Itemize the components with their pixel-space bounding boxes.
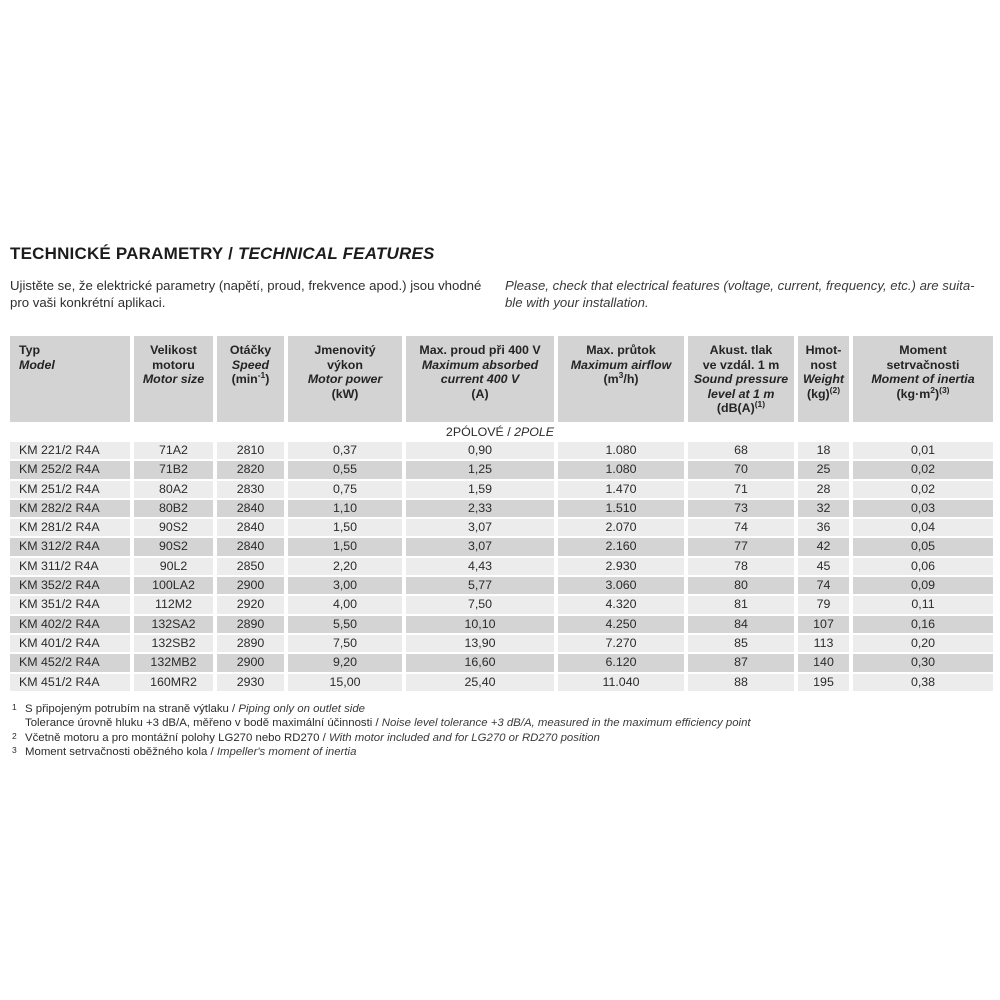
table-cell: 2840 — [217, 538, 284, 555]
table-cell: 7,50 — [406, 596, 554, 613]
table-cell: 2830 — [217, 481, 284, 498]
table-cell: 5,50 — [288, 616, 402, 633]
header-english-line: Maximum airflow — [570, 357, 672, 372]
header-unit-line: (kg)$^{(2)}$ — [806, 384, 841, 401]
table-cell: 45 — [798, 558, 849, 575]
table-cell: 28 — [798, 481, 849, 498]
table-cell: 195 — [798, 674, 849, 691]
column-header-7 — [688, 336, 794, 422]
table-cell: 5,77 — [406, 577, 554, 594]
table-cell: 4,43 — [406, 558, 554, 575]
model-cell: KM 221/2 R4A — [10, 442, 130, 459]
table-cell: 73 — [688, 500, 794, 517]
table-cell: 3,00 — [288, 577, 402, 594]
table-cell: 3.060 — [558, 577, 684, 594]
table-cell: 0,04 — [853, 519, 993, 536]
model-cell: KM 252/2 R4A — [10, 461, 130, 478]
table-cell: 132SA2 — [134, 616, 213, 633]
table-row — [10, 538, 990, 555]
header-czech-line: Typ — [19, 343, 41, 357]
table-cell: 3,07 — [406, 538, 554, 555]
column-header-6 — [558, 336, 684, 422]
header-unit-line: ($dB(A)^{(1)}$ — [716, 399, 766, 416]
table-row — [10, 635, 990, 652]
model-cell: KM 311/2 R4A — [10, 558, 130, 575]
table-row — [10, 596, 990, 613]
table-cell: 0,01 — [853, 442, 993, 459]
table-cell: 70 — [688, 461, 794, 478]
column-header-9 — [853, 336, 993, 422]
header-english-line: Moment of inertia — [871, 372, 975, 387]
table-cell: 36 — [798, 519, 849, 536]
table-cell: 0,30 — [853, 654, 993, 671]
table-cell: 0,05 — [853, 538, 993, 555]
intro-english-line-1: Please, check that electrical features (voltage, current, frequency, etc.) are suita- — [504, 278, 975, 293]
table-cell: 4.320 — [558, 596, 684, 613]
header-unit-line: $(\min^{-1})$ — [231, 370, 270, 387]
table-cell: 0,02 — [853, 461, 993, 478]
table-cell: 90L2 — [134, 558, 213, 575]
table-cell: 42 — [798, 538, 849, 555]
intro-english — [505, 278, 990, 311]
table-row — [10, 558, 990, 575]
table-cell: 88 — [688, 674, 794, 691]
table-cell: 6.120 — [558, 654, 684, 671]
table-cell: 2810 — [217, 442, 284, 459]
table-cell: 79 — [798, 596, 849, 613]
table-cell: 87 — [688, 654, 794, 671]
table-cell: 85 — [688, 635, 794, 652]
model-cell: KM 401/2 R4A — [10, 635, 130, 652]
intro-czech — [10, 278, 505, 311]
model-cell: KM 351/2 R4A — [10, 596, 130, 613]
model-cell: KM 452/2 R4A — [10, 654, 130, 671]
table-cell: 0,11 — [853, 596, 993, 613]
footnote-marker: 2 — [12, 730, 17, 741]
header-czech-line: setrvačnosti — [886, 357, 960, 372]
table-cell: 2840 — [217, 500, 284, 517]
table-cell: 2890 — [217, 635, 284, 652]
table-cell: 11.040 — [558, 674, 684, 691]
table-row — [10, 481, 990, 498]
table-cell: 1,25 — [406, 461, 554, 478]
table-cell: 4.250 — [558, 616, 684, 633]
table-cell: 2.160 — [558, 538, 684, 555]
header-english-line: Sound pressure — [693, 372, 789, 387]
table-cell: 0,09 — [853, 577, 993, 594]
intro-english-line-2: ble with your installation. — [504, 294, 649, 310]
table-row — [10, 500, 990, 517]
table-cell: 15,00 — [288, 674, 402, 691]
table-cell: 1.080 — [558, 461, 684, 478]
table-cell: 78 — [688, 558, 794, 575]
table-cell: 7.270 — [558, 635, 684, 652]
table-cell: 18 — [798, 442, 849, 459]
table-cell: 90S2 — [134, 519, 213, 536]
table-cell: 2900 — [217, 654, 284, 671]
table-row — [10, 577, 990, 594]
page-title — [10, 244, 990, 264]
column-header-3 — [217, 336, 284, 422]
table-cell: 2820 — [217, 461, 284, 478]
header-english-line: Speed — [231, 357, 270, 372]
table-cell: 0,02 — [853, 481, 993, 498]
table-row — [10, 616, 990, 633]
column-header-5 — [406, 336, 554, 422]
table-cell: 2900 — [217, 577, 284, 594]
table-cell: 80 — [688, 577, 794, 594]
table-cell: 2840 — [217, 519, 284, 536]
header-czech-line: ve vzdál. 1 m — [702, 357, 780, 372]
table-cell: 80A2 — [134, 481, 213, 498]
table-cell: 2930 — [217, 674, 284, 691]
table-cell: 71B2 — [134, 461, 213, 478]
table-cell: 1.510 — [558, 500, 684, 517]
intro-czech-line-2: pro vaši konkrétní aplikaci. — [10, 294, 166, 310]
header-english-line: current 400 V — [440, 372, 520, 387]
table-cell: 77 — [688, 538, 794, 555]
table-cell: 0,03 — [853, 500, 993, 517]
header-czech-line: Hmot- — [805, 343, 842, 357]
header-english-line: Maximum absorbed — [421, 357, 539, 372]
table-cell: 132MB2 — [134, 654, 213, 671]
page-title-english: TECHNICAL FEATURES — [237, 244, 435, 263]
table-cell: 1.470 — [558, 481, 684, 498]
table-cell: 0,06 — [853, 558, 993, 575]
table-cell: 140 — [798, 654, 849, 671]
table-cell: 0,90 — [406, 442, 554, 459]
table-cell: 90S2 — [134, 538, 213, 555]
model-cell: KM 402/2 R4A — [10, 616, 130, 633]
model-cell: KM 352/2 R4A — [10, 577, 130, 594]
table-cell: 0,55 — [288, 461, 402, 478]
table-cell: 71A2 — [134, 442, 213, 459]
table-header-row — [10, 336, 990, 422]
table-cell: 25,40 — [406, 674, 554, 691]
header-unit-line: (kW) — [331, 386, 359, 401]
column-header-8 — [798, 336, 849, 422]
footnotes — [10, 702, 990, 760]
technical-features-table — [10, 336, 990, 691]
header-czech-line: výkon — [327, 357, 363, 372]
header-unit-line: $(kg\cdot m^2)^{(3)}$ — [896, 384, 950, 401]
table-cell: 13,90 — [406, 635, 554, 652]
table-row — [10, 461, 990, 478]
table-cell: 9,20 — [288, 654, 402, 671]
header-czech-line: Moment — [899, 343, 947, 357]
table-cell: 10,10 — [406, 616, 554, 633]
header-unit-line: (A) — [471, 386, 489, 401]
column-header-2 — [134, 336, 213, 422]
header-czech-line: Akust. tlak — [709, 343, 773, 357]
header-english-line: Model — [19, 357, 55, 372]
table-cell: 0,16 — [853, 616, 993, 633]
table-cell: 0,75 — [288, 481, 402, 498]
table-cell: 2.930 — [558, 558, 684, 575]
header-english-line: Weight — [802, 372, 845, 387]
table-cell: 7,50 — [288, 635, 402, 652]
header-czech-line: Jmenovitý — [314, 343, 376, 357]
table-cell: 84 — [688, 616, 794, 633]
table-row — [10, 674, 990, 691]
page-title-czech: TECHNICKÉ PARAMETRY / — [10, 244, 238, 263]
table-cell: 74 — [688, 519, 794, 536]
table-cell: 112M2 — [134, 596, 213, 613]
table-row — [10, 654, 990, 671]
table-cell: 68 — [688, 442, 794, 459]
model-cell: KM 251/2 R4A — [10, 481, 130, 498]
table-cell: 132SB2 — [134, 635, 213, 652]
header-english-line: level at 1 m — [707, 386, 775, 401]
table-cell: 71 — [688, 481, 794, 498]
footnote-line: Tolerance úrovně hluku +3 dB/A, měřeno v bodě maximální účinnosti / Noise level tolerance +3 dB/A, measured in the maximum efficiency point — [25, 717, 751, 730]
table-cell: 2890 — [217, 616, 284, 633]
header-czech-line: Max. proud při 400 V — [419, 343, 541, 357]
header-czech-line: Otáčky — [229, 343, 272, 357]
footnote-line: 1 S připojeným potrubím na straně výtlaku / Piping only on outlet side — [12, 701, 366, 715]
table-cell: 160MR2 — [134, 674, 213, 691]
table-cell: 2920 — [217, 596, 284, 613]
table-cell: 3,07 — [406, 519, 554, 536]
footnote-line: 3 Moment setrvačnosti oběžného kola / Impeller's moment of inertia — [12, 745, 357, 759]
table-cell: 0,20 — [853, 635, 993, 652]
footnote-line: 2 Včetně motoru a pro montážní polohy LG270 nebo RD270 / With motor included and for LG270 or RD270 position — [12, 730, 600, 744]
intro-paragraphs — [10, 278, 990, 311]
table-cell: 0,38 — [853, 674, 993, 691]
table-row — [10, 442, 990, 459]
table-cell: 1,59 — [406, 481, 554, 498]
header-czech-line: Max. průtok — [586, 343, 656, 357]
table-cell: 25 — [798, 461, 849, 478]
table-cell: 2.070 — [558, 519, 684, 536]
table-cell: 1,50 — [288, 538, 402, 555]
section-row-2pole: 2PÓLOVÉ / 2POLE — [445, 425, 555, 439]
model-cell: KM 282/2 R4A — [10, 500, 130, 517]
header-english-line: Motor power — [307, 372, 383, 387]
table-cell: 107 — [798, 616, 849, 633]
table-cell: 2850 — [217, 558, 284, 575]
footnote-marker: 1 — [12, 701, 17, 712]
header-english-line: Motor size — [142, 372, 205, 387]
footnote-marker: 3 — [12, 745, 17, 756]
table-cell: 2,20 — [288, 558, 402, 575]
model-cell: KM 451/2 R4A — [10, 674, 130, 691]
table-cell: 1,10 — [288, 500, 402, 517]
table-cell: 81 — [688, 596, 794, 613]
table-cell: 100LA2 — [134, 577, 213, 594]
table-row — [10, 519, 990, 536]
table-cell: 1,50 — [288, 519, 402, 536]
column-header-4 — [288, 336, 402, 422]
table-cell: 74 — [798, 577, 849, 594]
model-cell: KM 281/2 R4A — [10, 519, 130, 536]
intro-czech-line-1: Ujistěte se, že elektrické parametry (napětí, proud, frekvence apod.) jsou vhodné — [10, 278, 482, 293]
table-cell: 1.080 — [558, 442, 684, 459]
model-cell: KM 312/2 R4A — [10, 538, 130, 555]
table-cell: 16,60 — [406, 654, 554, 671]
header-czech-line: Velikost — [150, 343, 197, 357]
table-cell: 2,33 — [406, 500, 554, 517]
header-czech-line: nost — [810, 357, 837, 372]
table-cell: 80B2 — [134, 500, 213, 517]
table-cell: 4,00 — [288, 596, 402, 613]
header-unit-line: $(m^3/h)$ — [603, 370, 639, 387]
table-cell: 113 — [798, 635, 849, 652]
table-cell: 32 — [798, 500, 849, 517]
column-header-1 — [10, 336, 130, 422]
header-czech-line: motoru — [152, 357, 195, 372]
table-cell: 0,37 — [288, 442, 402, 459]
